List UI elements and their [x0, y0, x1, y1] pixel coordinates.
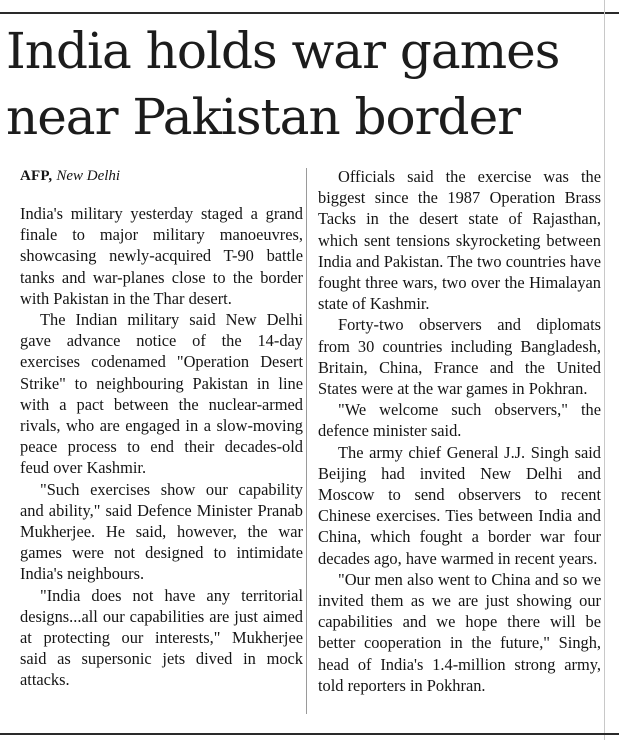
bottom-rule	[0, 733, 619, 735]
right-edge-rule	[604, 0, 605, 740]
headline-line-1: India holds war games	[6, 22, 560, 80]
paragraph: "Such exercises show our capability and ability," said Defence Minister Pranab Mukherjee. He said, however, the war games were not designed to intimidate India's neighbours.	[20, 479, 303, 584]
paragraph: The army chief General J.J. Singh said Beijing had invited New Delhi and Moscow to send observers to recent Chinese exercises. Ties between India and China, which fought a border war four decades ago, have warmed in recent years.	[318, 442, 601, 568]
top-rule	[0, 12, 619, 14]
byline	[20, 166, 303, 186]
byline-place: New Delhi	[56, 168, 121, 184]
headline	[6, 18, 618, 150]
column-divider	[306, 168, 307, 714]
paragraph: "Our men also went to China and so we invited them as we are just showing our capabilities and we hope there will be better cooperation in the future," Singh, head of India's 1.4-million strong army, told reporters in Pokhran.	[318, 569, 601, 695]
paragraph: Forty-two observers and diplomats from 30 countries including Bangladesh, Britain, China, France and the United States were at the war games in Pokhran.	[318, 315, 601, 399]
paragraph: "We welcome such observers," the defence minister said.	[318, 400, 601, 441]
paragraph: India's military yesterday staged a grand finale to major military manoeuvres, showcasing newly-acquired T-90 battle tanks and war-planes close to the border with Pakistan in the Thar desert.	[20, 204, 303, 308]
byline-agency: AFP,	[20, 168, 53, 184]
headline-line-2: near Pakistan border	[6, 88, 521, 146]
article-left-column	[20, 166, 303, 691]
article-right-column	[318, 166, 601, 696]
paragraph: The Indian military said New Delhi gave advance notice of the 14-day exercises codenamed "Operation Desert Strike" to neighbouring Pakistan in line with a pact between the nuclear-armed rivals, who are engaged in a slow-moving peace process to end their decades-old feud over Kashmir.	[20, 310, 303, 478]
paragraph: Officials said the exercise was the biggest since the 1987 Operation Brass Tacks in the desert state of Rajasthan, which sent tensions skyrocketing between India and Pakistan. The two countries have fought three wars, two over the Himalayan state of Kashmir.	[318, 167, 601, 314]
paragraph: "India does not have any territorial designs...all our capabilities are just aimed at protecting our interests," Mukherjee said as supersonic jets dived in mock attacks.	[20, 585, 303, 690]
